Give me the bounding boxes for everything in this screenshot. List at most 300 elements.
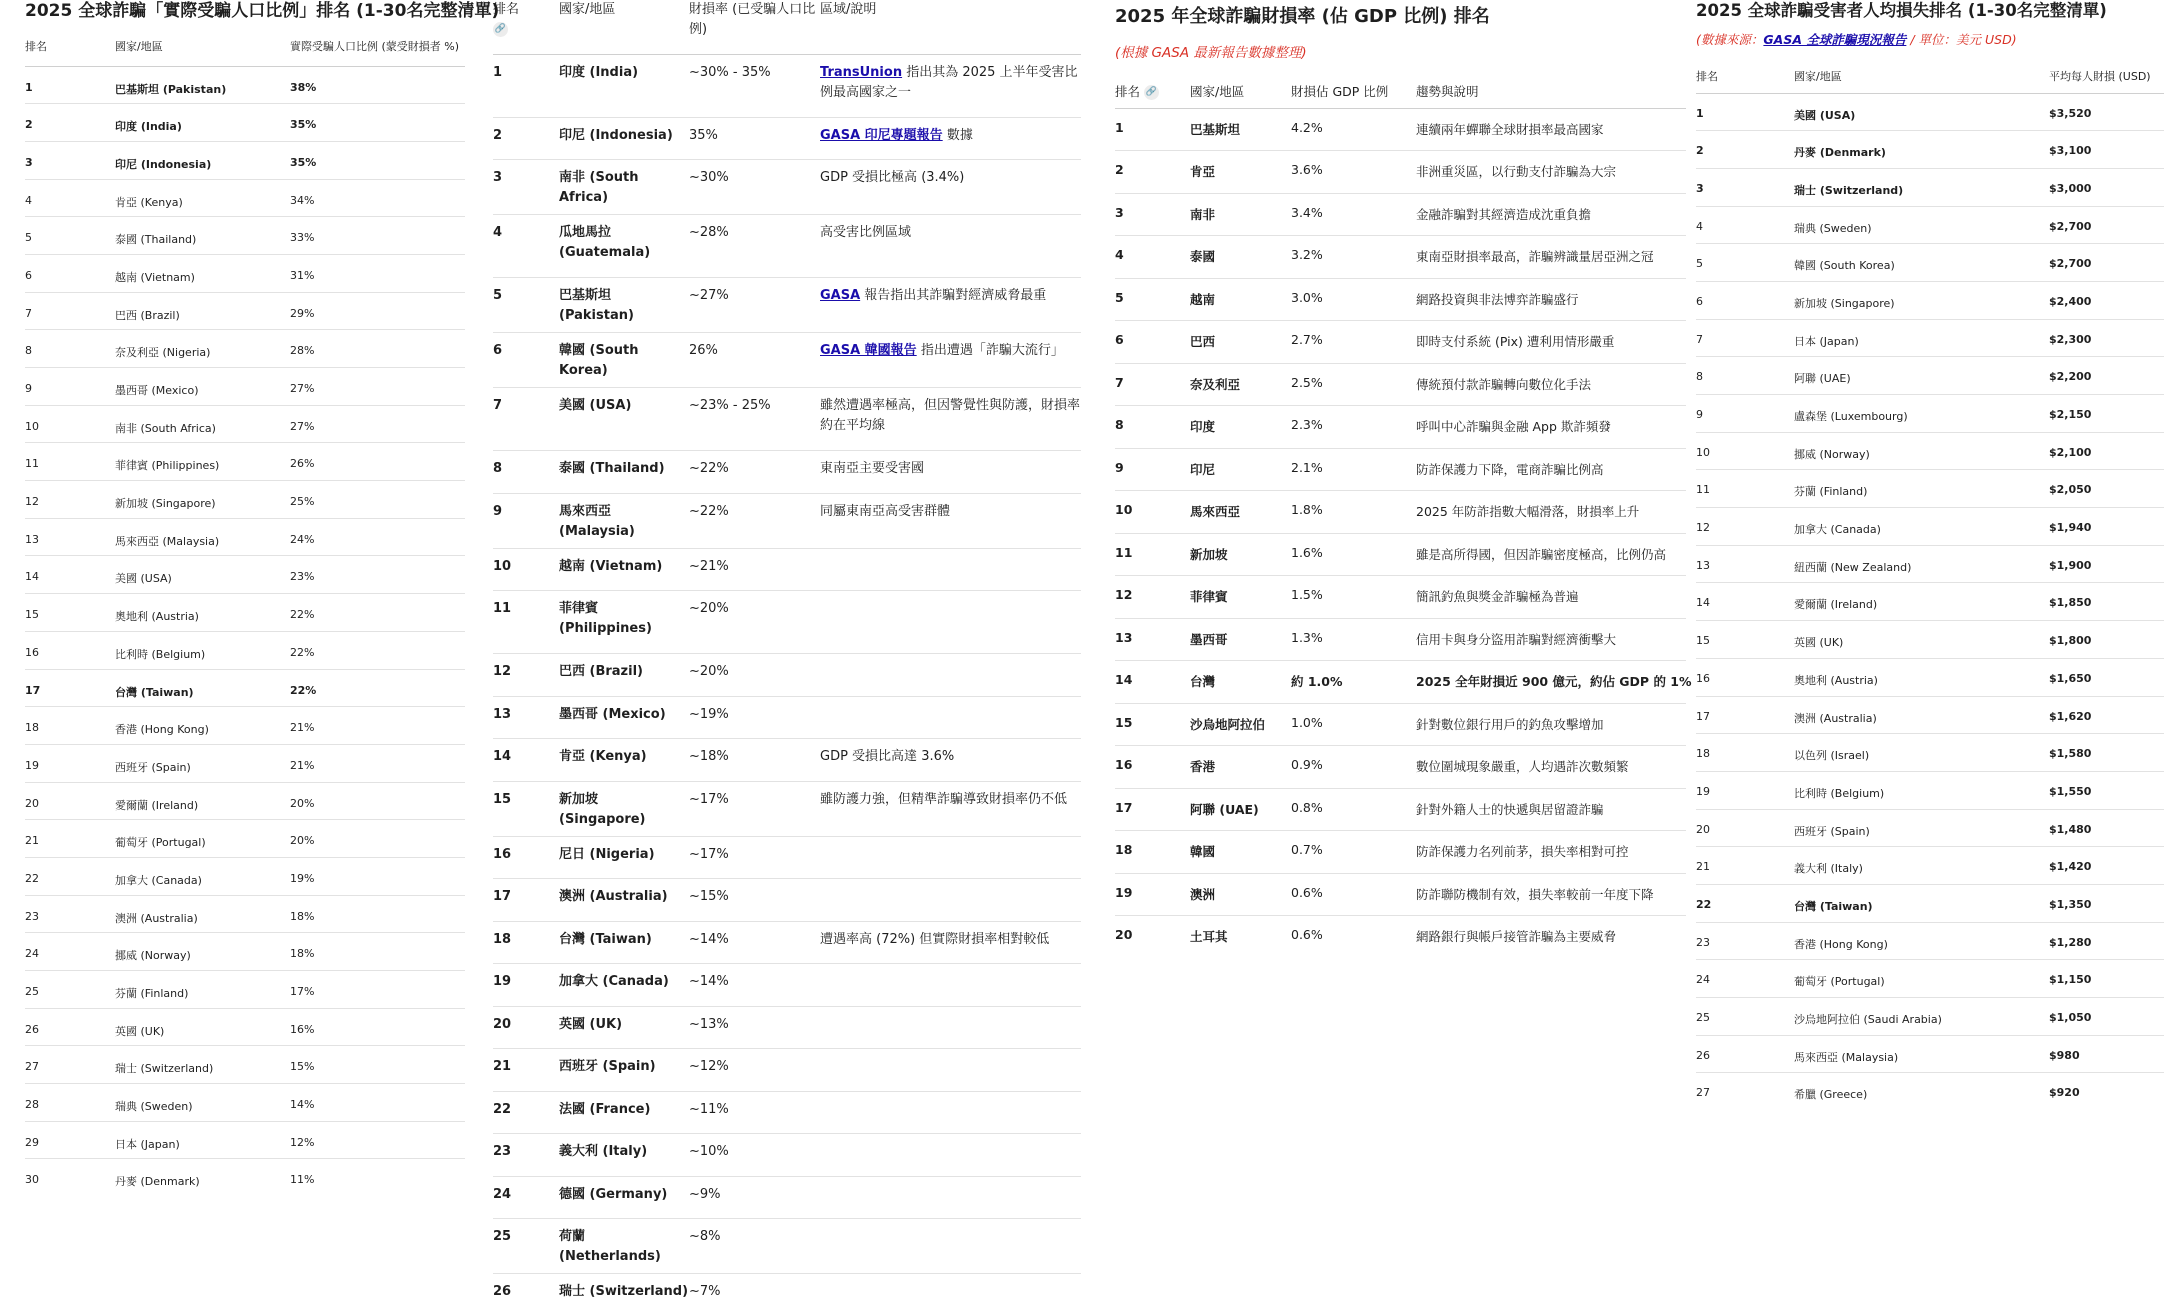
ratio-cell: 11% bbox=[290, 1159, 465, 1197]
avg-loss-cell: $1,550 bbox=[2049, 771, 2164, 809]
rank-cell: 1 bbox=[493, 54, 559, 117]
col-note: 區域/說明 bbox=[820, 0, 1081, 54]
country-cell: 西班牙 (Spain) bbox=[115, 744, 290, 782]
rank-cell: 12 bbox=[1115, 576, 1190, 619]
country-cell: 西班牙 (Spain) bbox=[1794, 809, 2049, 847]
country-cell: 新加坡 (Singapore) bbox=[115, 481, 290, 519]
country-cell: 台灣 (Taiwan) bbox=[1794, 884, 2049, 922]
country-cell: 巴基斯坦 bbox=[1190, 108, 1291, 151]
rank-cell: 10 bbox=[1696, 432, 1794, 470]
avg-loss-cell: $1,420 bbox=[2049, 847, 2164, 885]
rank-cell: 17 bbox=[1696, 696, 1794, 734]
rank-cell: 13 bbox=[1696, 545, 1794, 583]
table-row bbox=[25, 330, 465, 368]
ratio-cell: 29% bbox=[290, 292, 465, 330]
avg-loss-cell: $1,580 bbox=[2049, 734, 2164, 772]
rank-cell: 11 bbox=[25, 443, 115, 481]
rate-cell: ~21% bbox=[689, 548, 820, 591]
country-cell: 巴西 bbox=[1190, 321, 1291, 364]
rank-cell: 6 bbox=[493, 333, 559, 388]
rate-cell: ~17% bbox=[689, 836, 820, 879]
note-cell bbox=[820, 548, 1081, 591]
note-text: 同屬東南亞高受害群體 bbox=[820, 504, 950, 519]
table-row bbox=[1696, 621, 2164, 659]
country-cell: 丹麥 (Denmark) bbox=[115, 1159, 290, 1197]
note-text: GDP 受損比高達 3.6% bbox=[820, 749, 954, 764]
country-cell: 瑞士 (Switzerland) bbox=[559, 1274, 689, 1316]
rate-cell: ~17% bbox=[689, 781, 820, 836]
country-cell: 越南 (Vietnam) bbox=[559, 548, 689, 591]
source-link[interactable]: GASA 韓國報告 bbox=[820, 343, 917, 358]
col-rank-label: 排名 bbox=[493, 2, 519, 17]
country-cell: 澳洲 (Australia) bbox=[115, 895, 290, 933]
gdp-ratio-cell: 0.6% bbox=[1291, 873, 1416, 916]
table-row bbox=[1696, 1073, 2164, 1111]
source-link[interactable]: GASA bbox=[820, 288, 860, 303]
ratio-cell: 15% bbox=[290, 1046, 465, 1084]
country-cell: 新加坡 (Singapore) bbox=[1794, 281, 2049, 319]
avg-loss-cell: $1,800 bbox=[2049, 621, 2164, 659]
rank-cell: 4 bbox=[1696, 206, 1794, 244]
rank-cell: 1 bbox=[1696, 93, 1794, 131]
rank-cell: 16 bbox=[1696, 658, 1794, 696]
note-text: 高受害比例區域 bbox=[820, 225, 911, 240]
country-cell: 義大利 (Italy) bbox=[559, 1134, 689, 1177]
table-row bbox=[1696, 93, 2164, 131]
country-cell: 印度 (India) bbox=[115, 104, 290, 142]
table-row bbox=[25, 518, 465, 556]
country-cell: 日本 (Japan) bbox=[115, 1121, 290, 1159]
table-row bbox=[1696, 395, 2164, 433]
note-text: 指出遭遇「詐騙大流行」 bbox=[917, 343, 1064, 358]
rate-cell: ~30% - 35% bbox=[689, 54, 820, 117]
table-row bbox=[493, 451, 1081, 494]
table-row bbox=[1696, 771, 2164, 809]
ratio-cell: 34% bbox=[290, 179, 465, 217]
rank-cell: 22 bbox=[1696, 884, 1794, 922]
trend-cell: 針對數位銀行用戶的釣魚攻擊增加 bbox=[1416, 703, 1686, 746]
table-row bbox=[25, 820, 465, 858]
rank-cell: 19 bbox=[1115, 873, 1190, 916]
rank-cell: 3 bbox=[25, 141, 115, 179]
table-row bbox=[493, 1274, 1081, 1316]
rank-cell: 24 bbox=[25, 933, 115, 971]
ratio-cell: 18% bbox=[290, 933, 465, 971]
trend-cell: 金融詐騙對其經濟造成沈重負擔 bbox=[1416, 193, 1686, 236]
table-row bbox=[493, 654, 1081, 697]
country-cell: 菲律賓 (Philippines) bbox=[559, 591, 689, 654]
table-row bbox=[493, 215, 1081, 278]
avg-loss-cell: $1,940 bbox=[2049, 508, 2164, 546]
table-row bbox=[1115, 236, 1686, 279]
country-cell: 挪威 (Norway) bbox=[115, 933, 290, 971]
country-cell: 巴西 (Brazil) bbox=[115, 292, 290, 330]
rank-cell: 18 bbox=[493, 921, 559, 964]
col-gdp-ratio: 財損佔 GDP 比例 bbox=[1291, 78, 1416, 108]
gdp-ratio-cell: 2.5% bbox=[1291, 363, 1416, 406]
table-row bbox=[493, 54, 1081, 117]
table-row bbox=[1696, 583, 2164, 621]
country-cell: 阿聯 (UAE) bbox=[1794, 357, 2049, 395]
table-row bbox=[25, 971, 465, 1009]
col-country: 國家/地區 bbox=[1190, 78, 1291, 108]
rank-cell: 19 bbox=[25, 744, 115, 782]
country-cell: 挪威 (Norway) bbox=[1794, 432, 2049, 470]
col-ratio: 實際受騙人口比例 (蒙受財損者 %) bbox=[290, 36, 465, 66]
rank-cell: 15 bbox=[493, 781, 559, 836]
col-rank: 排名 bbox=[1696, 57, 1794, 93]
ratio-cell: 27% bbox=[290, 405, 465, 443]
country-cell: 肯亞 (Kenya) bbox=[559, 739, 689, 782]
note-text: 雖然遭遇率極高，但因警覺性與防護，財損率約在平均線 bbox=[820, 398, 1080, 433]
ratio-cell: 35% bbox=[290, 104, 465, 142]
gdp-ratio-cell: 3.2% bbox=[1291, 236, 1416, 279]
rank-cell: 18 bbox=[1115, 831, 1190, 874]
rank-cell: 16 bbox=[25, 631, 115, 669]
rank-cell: 21 bbox=[493, 1049, 559, 1092]
rate-cell: ~11% bbox=[689, 1091, 820, 1134]
rank-cell: 24 bbox=[1696, 960, 1794, 998]
ratio-cell: 28% bbox=[290, 330, 465, 368]
table-row bbox=[25, 631, 465, 669]
note-cell bbox=[820, 879, 1081, 922]
country-cell: 南非 (South Africa) bbox=[559, 160, 689, 215]
note-text: 雖防護力強，但精準詐騙導致財損率仍不低 bbox=[820, 792, 1067, 807]
table-row bbox=[493, 1006, 1081, 1049]
table-row bbox=[25, 895, 465, 933]
avg-loss-cell: $2,200 bbox=[2049, 357, 2164, 395]
country-cell: 台灣 bbox=[1190, 661, 1291, 704]
avg-loss-cell: $1,050 bbox=[2049, 998, 2164, 1036]
country-cell: 肯亞 bbox=[1190, 151, 1291, 194]
ratio-cell: 21% bbox=[290, 707, 465, 745]
rank-cell: 7 bbox=[25, 292, 115, 330]
ratio-cell: 26% bbox=[290, 443, 465, 481]
rank-cell: 3 bbox=[493, 160, 559, 215]
per-capita-subtitle bbox=[1696, 31, 2164, 49]
country-cell: 泰國 (Thailand) bbox=[559, 451, 689, 494]
col-rank-label: 排名 bbox=[1115, 84, 1140, 99]
country-cell: 印尼 (Indonesia) bbox=[115, 141, 290, 179]
rank-cell: 13 bbox=[1115, 618, 1190, 661]
table-row bbox=[493, 160, 1081, 215]
trend-cell: 呼叫中心詐騙與金融 App 欺詐頻發 bbox=[1416, 406, 1686, 449]
trend-cell: 防詐保護力下降，電商詐騙比例高 bbox=[1416, 448, 1686, 491]
col-rank bbox=[1115, 78, 1190, 108]
rank-cell: 17 bbox=[25, 669, 115, 707]
country-cell: 沙烏地阿拉伯 (Saudi Arabia) bbox=[1794, 998, 2049, 1036]
country-cell: 瑞典 (Sweden) bbox=[1794, 206, 2049, 244]
note-text: 報告指出其詐騙對經濟威脅最重 bbox=[860, 288, 1046, 303]
table-row bbox=[1115, 661, 1686, 704]
country-cell: 法國 (France) bbox=[559, 1091, 689, 1134]
table-row bbox=[25, 481, 465, 519]
country-cell: 英國 (UK) bbox=[115, 1008, 290, 1046]
country-cell: 瑞士 (Switzerland) bbox=[1794, 168, 2049, 206]
table-row bbox=[1696, 432, 2164, 470]
table-row bbox=[493, 781, 1081, 836]
table-row bbox=[25, 1084, 465, 1122]
table-row bbox=[1115, 321, 1686, 364]
rate-cell: ~19% bbox=[689, 696, 820, 739]
country-cell: 台灣 (Taiwan) bbox=[559, 921, 689, 964]
country-cell: 加拿大 (Canada) bbox=[115, 857, 290, 895]
loss-rate-table bbox=[493, 0, 1081, 1316]
avg-loss-cell: $2,100 bbox=[2049, 432, 2164, 470]
table-row bbox=[25, 141, 465, 179]
trend-cell: 2025 年防詐指數大幅滑落，財損率上升 bbox=[1416, 491, 1686, 534]
gdp-ratio-cell: 0.7% bbox=[1291, 831, 1416, 874]
rank-cell: 11 bbox=[493, 591, 559, 654]
source-link[interactable]: TransUnion bbox=[820, 65, 902, 80]
gdp-ratio-cell: 1.0% bbox=[1291, 703, 1416, 746]
country-cell: 巴基斯坦 (Pakistan) bbox=[115, 66, 290, 104]
rank-cell: 13 bbox=[25, 518, 115, 556]
table-row bbox=[1696, 168, 2164, 206]
trend-cell: 網路投資與非法博弈詐騙盛行 bbox=[1416, 278, 1686, 321]
rank-cell: 2 bbox=[25, 104, 115, 142]
rate-cell: ~14% bbox=[689, 921, 820, 964]
country-cell: 香港 bbox=[1190, 746, 1291, 789]
rank-cell: 25 bbox=[493, 1219, 559, 1274]
country-cell: 新加坡 bbox=[1190, 533, 1291, 576]
note-cell bbox=[820, 591, 1081, 654]
gdp-ratio-cell: 3.0% bbox=[1291, 278, 1416, 321]
table-row bbox=[25, 179, 465, 217]
gdp-loss-table bbox=[1115, 78, 1686, 958]
table-row bbox=[1696, 847, 2164, 885]
country-cell: 韓國 bbox=[1190, 831, 1291, 874]
trend-cell: 傳統預付款詐騙轉向數位化手法 bbox=[1416, 363, 1686, 406]
country-cell: 南非 (South Africa) bbox=[115, 405, 290, 443]
loss-rate-panel bbox=[493, 0, 1081, 1316]
note-text: 東南亞主要受害國 bbox=[820, 461, 924, 476]
victim-ratio-title: 2025 全球詐騙「實際受騙人口比例」排名 (1-30名完整清單) bbox=[25, 0, 465, 22]
table-row bbox=[493, 1049, 1081, 1092]
avg-loss-cell: $920 bbox=[2049, 1073, 2164, 1111]
table-row bbox=[25, 104, 465, 142]
country-cell: 馬來西亞 (Malaysia) bbox=[115, 518, 290, 556]
note-cell bbox=[820, 215, 1081, 278]
table-row bbox=[25, 1008, 465, 1046]
note-cell bbox=[820, 333, 1081, 388]
table-row bbox=[1696, 884, 2164, 922]
link-icon[interactable]: 🔗 bbox=[1144, 85, 1159, 100]
ratio-cell: 35% bbox=[290, 141, 465, 179]
table-row bbox=[25, 254, 465, 292]
trend-cell: 連續兩年蟬聯全球財損率最高國家 bbox=[1416, 108, 1686, 151]
ratio-cell: 23% bbox=[290, 556, 465, 594]
table-row bbox=[493, 333, 1081, 388]
ratio-cell: 21% bbox=[290, 744, 465, 782]
rank-cell: 10 bbox=[493, 548, 559, 591]
table-row bbox=[1115, 406, 1686, 449]
table-row bbox=[25, 443, 465, 481]
table-row bbox=[25, 66, 465, 104]
note-cell bbox=[820, 388, 1081, 451]
country-cell: 香港 (Hong Kong) bbox=[115, 707, 290, 745]
note-cell bbox=[820, 654, 1081, 697]
rate-cell: ~7% bbox=[689, 1274, 820, 1316]
rate-cell: ~15% bbox=[689, 879, 820, 922]
avg-loss-cell: $3,520 bbox=[2049, 93, 2164, 131]
rank-cell: 9 bbox=[1115, 448, 1190, 491]
note-text: 遭遇率高 (72%) 但實際財損率相對較低 bbox=[820, 932, 1049, 947]
country-cell: 紐西蘭 (New Zealand) bbox=[1794, 545, 2049, 583]
table-row bbox=[493, 1134, 1081, 1177]
country-cell: 瑞士 (Switzerland) bbox=[115, 1046, 290, 1084]
gdp-ratio-cell: 2.1% bbox=[1291, 448, 1416, 491]
rank-cell: 11 bbox=[1696, 470, 1794, 508]
table-row bbox=[1115, 788, 1686, 831]
table-row bbox=[25, 217, 465, 255]
rank-cell: 25 bbox=[1696, 998, 1794, 1036]
source-link[interactable]: GASA 印尼專題報告 bbox=[820, 128, 943, 143]
table-row bbox=[25, 782, 465, 820]
table-row bbox=[1696, 1035, 2164, 1073]
gasa-report-link[interactable]: GASA 全球詐騙現況報告 bbox=[1763, 32, 1906, 47]
rank-cell: 2 bbox=[493, 117, 559, 160]
country-cell: 墨西哥 (Mexico) bbox=[559, 696, 689, 739]
avg-loss-cell: $2,050 bbox=[2049, 470, 2164, 508]
country-cell: 英國 (UK) bbox=[1794, 621, 2049, 659]
avg-loss-cell: $1,480 bbox=[2049, 809, 2164, 847]
table-row bbox=[1115, 533, 1686, 576]
ratio-cell: 22% bbox=[290, 594, 465, 632]
country-cell: 韓國 (South Korea) bbox=[559, 333, 689, 388]
rank-cell: 2 bbox=[1696, 131, 1794, 169]
table-row bbox=[493, 1176, 1081, 1219]
country-cell: 比利時 (Belgium) bbox=[115, 631, 290, 669]
trend-cell: 信用卡與身分盜用詐騙對經濟衝擊大 bbox=[1416, 618, 1686, 661]
table-row bbox=[25, 292, 465, 330]
country-cell: 芬蘭 (Finland) bbox=[115, 971, 290, 1009]
rate-cell: ~13% bbox=[689, 1006, 820, 1049]
rank-cell: 8 bbox=[25, 330, 115, 368]
country-cell: 以色列 (Israel) bbox=[1794, 734, 2049, 772]
avg-loss-cell: $1,280 bbox=[2049, 922, 2164, 960]
table-row bbox=[1696, 508, 2164, 546]
gdp-ratio-cell: 1.5% bbox=[1291, 576, 1416, 619]
country-cell: 印度 (India) bbox=[559, 54, 689, 117]
country-cell: 尼日 (Nigeria) bbox=[559, 836, 689, 879]
rank-cell: 23 bbox=[1696, 922, 1794, 960]
country-cell: 印尼 bbox=[1190, 448, 1291, 491]
rank-cell: 18 bbox=[1696, 734, 1794, 772]
gdp-ratio-cell: 1.6% bbox=[1291, 533, 1416, 576]
table-row bbox=[493, 739, 1081, 782]
country-cell: 西班牙 (Spain) bbox=[559, 1049, 689, 1092]
rate-cell: ~22% bbox=[689, 451, 820, 494]
table-row bbox=[493, 591, 1081, 654]
rank-cell: 1 bbox=[1115, 108, 1190, 151]
country-cell: 馬來西亞 (Malaysia) bbox=[1794, 1035, 2049, 1073]
rate-cell: 26% bbox=[689, 333, 820, 388]
gdp-loss-title: 2025 年全球詐騙財損率 (佔 GDP 比例) 排名 bbox=[1115, 6, 1686, 28]
avg-loss-cell: $2,400 bbox=[2049, 281, 2164, 319]
country-cell: 沙烏地阿拉伯 bbox=[1190, 703, 1291, 746]
rank-cell: 11 bbox=[1115, 533, 1190, 576]
avg-loss-cell: $2,700 bbox=[2049, 244, 2164, 282]
rate-cell: ~30% bbox=[689, 160, 820, 215]
country-cell: 澳洲 (Australia) bbox=[1794, 696, 2049, 734]
rank-cell: 20 bbox=[25, 782, 115, 820]
table-row bbox=[1115, 576, 1686, 619]
note-text: GDP 受損比極高 (3.4%) bbox=[820, 170, 964, 185]
ratio-cell: 12% bbox=[290, 1121, 465, 1159]
note-cell bbox=[820, 1134, 1081, 1177]
rate-cell: ~18% bbox=[689, 739, 820, 782]
rank-cell: 2 bbox=[1115, 151, 1190, 194]
rank-cell: 7 bbox=[1696, 319, 1794, 357]
rate-cell: ~20% bbox=[689, 591, 820, 654]
note-cell bbox=[820, 921, 1081, 964]
table-row bbox=[1115, 151, 1686, 194]
per-capita-loss-panel bbox=[1696, 0, 2164, 1111]
table-row bbox=[1115, 831, 1686, 874]
rank-cell: 19 bbox=[1696, 771, 1794, 809]
country-cell: 墨西哥 (Mexico) bbox=[115, 368, 290, 406]
avg-loss-cell: $980 bbox=[2049, 1035, 2164, 1073]
country-cell: 香港 (Hong Kong) bbox=[1794, 922, 2049, 960]
ratio-cell: 25% bbox=[290, 481, 465, 519]
per-capita-table bbox=[1696, 57, 2164, 1111]
country-cell: 奧地利 (Austria) bbox=[1794, 658, 2049, 696]
rank-cell: 14 bbox=[1696, 583, 1794, 621]
note-cell bbox=[820, 1274, 1081, 1316]
trend-cell: 簡訊釣魚與獎金詐騙極為普遍 bbox=[1416, 576, 1686, 619]
col-trend: 趨勢與說明 bbox=[1416, 78, 1686, 108]
rank-cell: 22 bbox=[493, 1091, 559, 1134]
table-row bbox=[1696, 696, 2164, 734]
table-row bbox=[1115, 448, 1686, 491]
rank-cell: 6 bbox=[25, 254, 115, 292]
country-cell: 義大利 (Italy) bbox=[1794, 847, 2049, 885]
rank-cell: 4 bbox=[1115, 236, 1190, 279]
trend-cell: 針對外籍人士的快遞與居留證詐騙 bbox=[1416, 788, 1686, 831]
avg-loss-cell: $2,150 bbox=[2049, 395, 2164, 433]
note-cell bbox=[820, 278, 1081, 333]
rank-cell: 20 bbox=[493, 1006, 559, 1049]
country-cell: 丹麥 (Denmark) bbox=[1794, 131, 2049, 169]
gdp-ratio-cell: 2.3% bbox=[1291, 406, 1416, 449]
rate-cell: ~14% bbox=[689, 964, 820, 1007]
rank-cell: 23 bbox=[493, 1134, 559, 1177]
rank-cell: 6 bbox=[1115, 321, 1190, 364]
table-row bbox=[1115, 703, 1686, 746]
rank-cell: 9 bbox=[25, 368, 115, 406]
rank-cell: 5 bbox=[493, 278, 559, 333]
table-row bbox=[1696, 960, 2164, 998]
rank-cell: 16 bbox=[493, 836, 559, 879]
country-cell: 英國 (UK) bbox=[559, 1006, 689, 1049]
table-row bbox=[1696, 470, 2164, 508]
rank-cell: 7 bbox=[1115, 363, 1190, 406]
avg-loss-cell: $3,000 bbox=[2049, 168, 2164, 206]
country-cell: 肯亞 (Kenya) bbox=[115, 179, 290, 217]
country-cell: 美國 (USA) bbox=[1794, 93, 2049, 131]
gdp-ratio-cell: 2.7% bbox=[1291, 321, 1416, 364]
rank-cell: 12 bbox=[493, 654, 559, 697]
link-icon[interactable]: 🔗 bbox=[493, 22, 508, 37]
gdp-ratio-cell: 3.4% bbox=[1291, 193, 1416, 236]
table-row bbox=[1696, 658, 2164, 696]
col-country: 國家/地區 bbox=[115, 36, 290, 66]
rank-cell: 6 bbox=[1696, 281, 1794, 319]
trend-cell: 防詐聯防機制有效，損失率較前一年度下降 bbox=[1416, 873, 1686, 916]
ratio-cell: 33% bbox=[290, 217, 465, 255]
table-row bbox=[493, 493, 1081, 548]
